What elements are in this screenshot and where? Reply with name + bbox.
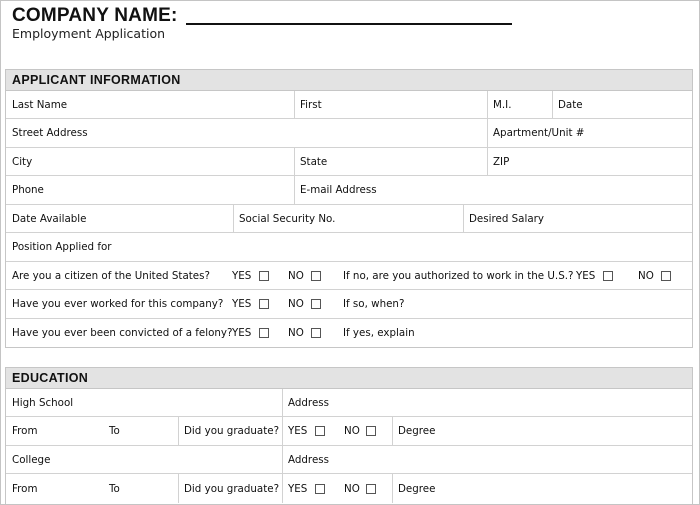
hs-no-checkbox[interactable] xyxy=(366,426,376,436)
company-name-label: COMPANY NAME: xyxy=(12,5,178,26)
first-name-label: First xyxy=(300,98,322,111)
authorized-no-checkbox[interactable] xyxy=(661,271,671,281)
hs-to-label: To xyxy=(109,425,120,437)
college-no-checkbox[interactable] xyxy=(366,484,376,494)
felony-row xyxy=(6,319,692,347)
applicant-section-title: APPLICANT INFORMATION xyxy=(6,70,692,91)
apartment-label: Apartment/Unit # xyxy=(493,127,585,139)
hs-graduate-question: Did you graduate? xyxy=(184,425,280,437)
availability-row xyxy=(6,205,692,233)
hs-no-label: NO xyxy=(344,425,360,437)
college-row xyxy=(6,446,692,474)
ssn-label: Social Security No. xyxy=(239,212,336,225)
desired-salary-field[interactable] xyxy=(463,205,692,232)
citizen-yes-label: YES xyxy=(232,269,252,282)
date-field[interactable] xyxy=(552,91,692,118)
company-name-field[interactable] xyxy=(186,23,512,25)
authorized-yes-checkbox[interactable] xyxy=(603,271,613,281)
college-degree-label: Degree xyxy=(398,482,436,495)
city-label: City xyxy=(12,155,33,168)
zip-field[interactable] xyxy=(487,148,692,175)
hs-yes-label: YES xyxy=(288,425,308,437)
state-label: State xyxy=(300,155,328,168)
zip-label: ZIP xyxy=(493,155,510,168)
education-section-title: EDUCATION xyxy=(6,368,692,389)
felony-explain-label: If yes, explain xyxy=(343,327,415,339)
last-name-label: Last Name xyxy=(12,98,68,111)
hs-from-label: From xyxy=(12,425,38,437)
college-to-label: To xyxy=(109,482,120,495)
city-row xyxy=(6,148,692,176)
felony-yes-label: YES xyxy=(232,327,252,339)
college-dates-row xyxy=(6,474,692,503)
authorized-question: If no, are you authorized to work in the U.S.? xyxy=(343,269,574,282)
high-school-row xyxy=(6,389,692,417)
high-school-address-label: Address xyxy=(288,396,330,409)
felony-question: Have you ever been convicted of a felony? xyxy=(12,327,233,339)
worked-no-checkbox[interactable] xyxy=(311,299,321,309)
college-field[interactable] xyxy=(6,446,282,473)
last-name-field[interactable] xyxy=(6,91,294,118)
worked-yes-label: YES xyxy=(232,298,252,310)
college-to-field[interactable] xyxy=(103,474,178,503)
college-no-label: NO xyxy=(344,482,360,495)
felony-yes-checkbox[interactable] xyxy=(259,328,269,338)
worked-row xyxy=(6,290,692,319)
college-from-label: From xyxy=(12,482,38,495)
citizen-no-label: NO xyxy=(288,269,304,282)
position-row xyxy=(6,233,692,262)
applicant-information-section xyxy=(5,69,693,348)
apartment-field[interactable] xyxy=(487,119,692,147)
college-yes-label: YES xyxy=(288,482,308,495)
citizen-yes-checkbox[interactable] xyxy=(259,271,269,281)
citizen-row xyxy=(6,262,692,290)
email-label: E-mail Address xyxy=(300,184,377,196)
felony-no-label: NO xyxy=(288,327,304,339)
state-field[interactable] xyxy=(294,148,487,175)
hs-degree-label: Degree xyxy=(398,425,436,437)
date-label: Date xyxy=(558,98,583,111)
hs-from-field[interactable] xyxy=(6,417,103,445)
citizen-question: Are you a citizen of the United States? xyxy=(12,269,210,282)
worked-when-label: If so, when? xyxy=(343,298,405,310)
worked-no-label: NO xyxy=(288,298,304,310)
date-available-label: Date Available xyxy=(12,212,87,225)
college-graduate-question: Did you graduate? xyxy=(184,482,280,495)
authorized-yes-label: YES xyxy=(576,269,596,282)
high-school-address-field[interactable] xyxy=(282,389,692,416)
first-name-field[interactable] xyxy=(294,91,487,118)
college-label: College xyxy=(12,453,51,466)
college-from-field[interactable] xyxy=(6,474,103,503)
mi-label: M.I. xyxy=(493,98,512,111)
street-address-field[interactable] xyxy=(6,119,487,147)
hs-yes-checkbox[interactable] xyxy=(315,426,325,436)
college-yes-checkbox[interactable] xyxy=(315,484,325,494)
form-subtitle: Employment Application xyxy=(12,26,166,41)
felony-no-checkbox[interactable] xyxy=(311,328,321,338)
college-address-label: Address xyxy=(288,453,330,466)
phone-row xyxy=(6,176,692,205)
citizen-no-checkbox[interactable] xyxy=(311,271,321,281)
college-address-field[interactable] xyxy=(282,446,692,473)
ssn-field[interactable] xyxy=(233,205,463,232)
high-school-field[interactable] xyxy=(6,389,282,416)
worked-yes-checkbox[interactable] xyxy=(259,299,269,309)
email-field[interactable] xyxy=(294,176,692,204)
date-available-field[interactable] xyxy=(6,205,233,232)
phone-label: Phone xyxy=(12,184,44,196)
hs-to-field[interactable] xyxy=(103,417,178,445)
high-school-dates-row xyxy=(6,417,692,446)
city-field[interactable] xyxy=(6,148,294,175)
street-row xyxy=(6,119,692,148)
worked-question: Have you ever worked for this company? xyxy=(12,298,224,310)
hs-degree-field[interactable] xyxy=(392,417,692,445)
desired-salary-label: Desired Salary xyxy=(469,212,544,225)
education-section xyxy=(5,367,693,505)
position-field[interactable] xyxy=(6,233,692,261)
high-school-label: High School xyxy=(12,396,74,409)
authorized-no-label: NO xyxy=(638,269,654,282)
college-degree-field[interactable] xyxy=(392,474,692,503)
street-address-label: Street Address xyxy=(12,127,88,139)
phone-field[interactable] xyxy=(6,176,294,204)
mi-field[interactable] xyxy=(487,91,552,118)
position-label: Position Applied for xyxy=(12,241,112,253)
name-row xyxy=(6,91,692,119)
